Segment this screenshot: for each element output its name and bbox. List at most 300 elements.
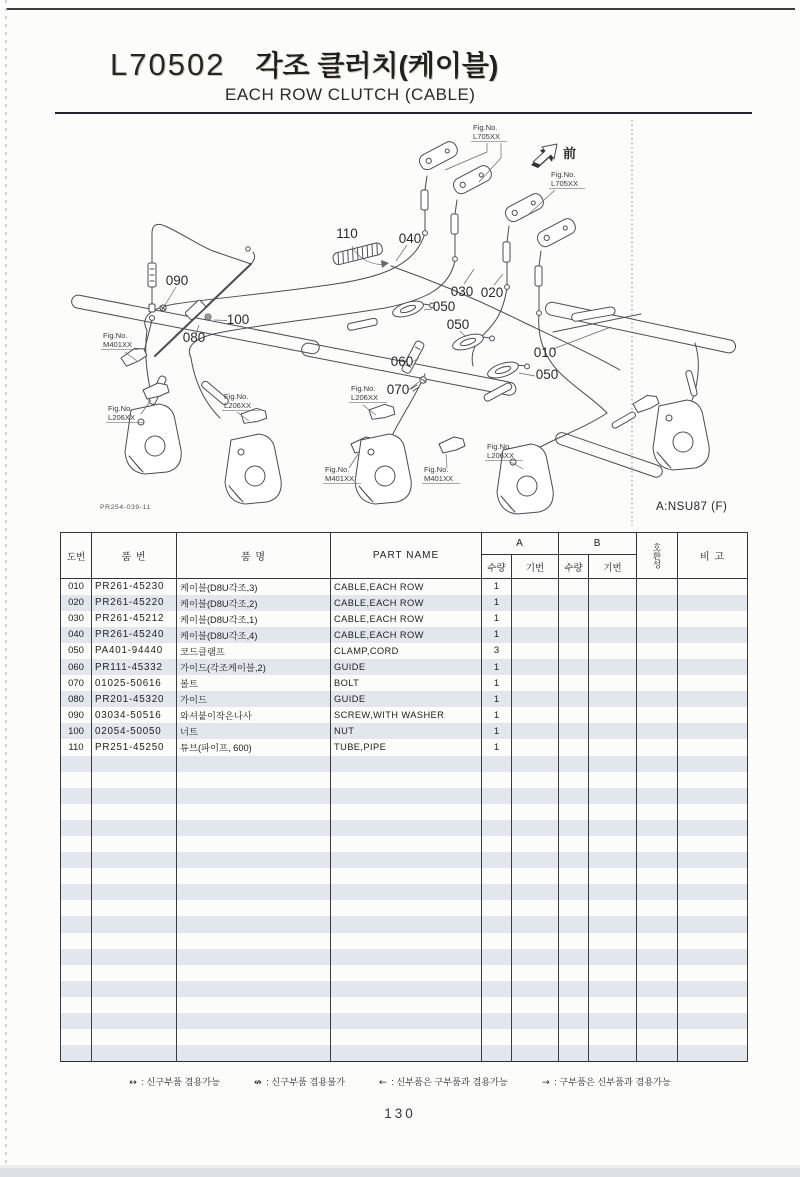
- table-row: [61, 836, 748, 852]
- cell-remarks: [678, 723, 748, 739]
- cell-part-no: [92, 836, 177, 852]
- cell-remarks: [678, 981, 748, 997]
- cell-serial-a: [512, 965, 559, 981]
- cell-qty-a: [482, 997, 512, 1013]
- cell-name-ko: 케이블(D8U각조,2): [177, 595, 331, 611]
- cell-name-ko: [177, 1029, 331, 1045]
- cell-part-no: [92, 949, 177, 965]
- cell-part-no: PR261-45240: [92, 627, 177, 643]
- cell-serial-b: [589, 595, 637, 611]
- cell-qty-b: [559, 884, 589, 900]
- cell-qty-b: [559, 691, 589, 707]
- part-callout: 110: [336, 226, 358, 241]
- cell-doc-no: 010: [61, 579, 92, 595]
- cell-serial-a: [512, 916, 559, 932]
- front-arrow-icon: [531, 144, 557, 168]
- cell-name-ko: [177, 1045, 331, 1061]
- cell-qty-b: [559, 1045, 589, 1061]
- cell-name-ko: [177, 965, 331, 981]
- cell-qty-a: [482, 836, 512, 852]
- cell-remarks: [678, 595, 748, 611]
- cell-serial-b: [589, 1045, 637, 1061]
- cell-qty-a: [482, 1029, 512, 1045]
- table-row: [61, 643, 748, 659]
- cell-qty-a: 1: [482, 627, 512, 643]
- table-row: [61, 916, 748, 932]
- table-row: [61, 1045, 748, 1061]
- cell-name-ko: 볼트: [177, 675, 331, 691]
- cell-part-name: CABLE,EACH ROW: [331, 579, 482, 595]
- svg-text:L705XX: L705XX: [473, 132, 501, 141]
- figure-code: L70502: [110, 47, 226, 82]
- cell-serial-b: [589, 611, 637, 627]
- cell-qty-b: [559, 997, 589, 1013]
- svg-text:Fig.No.: Fig.No.: [103, 331, 128, 340]
- cell-part-no: [92, 933, 177, 949]
- cell-part-no: PA401-94440: [92, 643, 177, 659]
- front-label: 前: [563, 146, 577, 161]
- part-callout: 100: [226, 312, 250, 327]
- cell-compat: [637, 675, 678, 691]
- cell-part-name: BOLT: [331, 675, 482, 691]
- cell-doc-no: 050: [61, 643, 92, 659]
- cell-serial-b: [589, 756, 637, 772]
- cell-compat: [637, 739, 678, 755]
- cell-part-no: [92, 884, 177, 900]
- cell-serial-b: [589, 788, 637, 804]
- both-arrow-icon: ↔: [129, 1077, 137, 1088]
- part-callout: 060: [390, 354, 414, 369]
- cell-name-ko: [177, 1013, 331, 1029]
- cell-qty-b: [559, 659, 589, 675]
- cell-doc-no: [61, 1029, 92, 1045]
- page-top-rule: [6, 8, 795, 10]
- cell-serial-b: [589, 691, 637, 707]
- cell-qty-a: [482, 868, 512, 884]
- cell-part-no: [92, 756, 177, 772]
- part-callout: 030: [450, 284, 474, 299]
- cell-compat: [637, 611, 678, 627]
- cell-serial-a: [512, 900, 559, 916]
- cell-part-name: [331, 836, 482, 852]
- right-arrow-icon: →: [541, 1077, 550, 1088]
- cell-remarks: [678, 900, 748, 916]
- cell-qty-b: [559, 739, 589, 755]
- cell-qty-b: [559, 981, 589, 997]
- cell-name-ko: 케이블(D8U각조,3): [177, 579, 331, 595]
- cell-part-name: [331, 868, 482, 884]
- cell-compat: [637, 756, 678, 772]
- cell-doc-no: [61, 981, 92, 997]
- cell-compat: [637, 997, 678, 1013]
- cell-name-ko: [177, 900, 331, 916]
- cell-qty-a: 1: [482, 707, 512, 723]
- cell-part-no: [92, 997, 177, 1013]
- cell-remarks: [678, 707, 748, 723]
- drawing-ref-code: PR254-039-11: [100, 504, 151, 511]
- cell-qty-b: [559, 756, 589, 772]
- cell-remarks: [678, 611, 748, 627]
- cell-part-name: [331, 900, 482, 916]
- cell-serial-b: [589, 836, 637, 852]
- cell-qty-a: 1: [482, 739, 512, 755]
- cell-doc-no: [61, 756, 92, 772]
- cell-serial-b: [589, 675, 637, 691]
- cell-serial-a: [512, 804, 559, 820]
- table-row: [61, 691, 748, 707]
- cell-serial-a: [512, 595, 559, 611]
- cell-compat: [637, 804, 678, 820]
- cell-qty-b: [559, 933, 589, 949]
- cell-qty-b: [559, 949, 589, 965]
- table-row: [61, 788, 748, 804]
- cell-remarks: [678, 997, 748, 1013]
- table-row: [61, 723, 748, 739]
- cell-qty-b: [559, 916, 589, 932]
- cell-part-no: [92, 900, 177, 916]
- cell-part-no: [92, 1013, 177, 1029]
- cell-compat: [637, 627, 678, 643]
- svg-text:L206XX: L206XX: [224, 401, 252, 410]
- cell-compat: [637, 579, 678, 595]
- cell-serial-a: [512, 691, 559, 707]
- cell-qty-a: [482, 981, 512, 997]
- cell-doc-no: 060: [61, 659, 92, 675]
- cell-compat: [637, 788, 678, 804]
- cell-compat: [637, 1029, 678, 1045]
- cell-part-name: NUT: [331, 723, 482, 739]
- cell-serial-a: [512, 852, 559, 868]
- col-compat: 호환성: [637, 533, 678, 579]
- cell-qty-b: [559, 788, 589, 804]
- cell-remarks: [678, 579, 748, 595]
- cell-compat: [637, 900, 678, 916]
- cell-name-ko: [177, 949, 331, 965]
- cell-part-name: [331, 965, 482, 981]
- cell-compat: [637, 691, 678, 707]
- cell-doc-no: 030: [61, 611, 92, 627]
- cell-remarks: [678, 756, 748, 772]
- cell-doc-no: [61, 804, 92, 820]
- cell-name-ko: [177, 772, 331, 788]
- cell-qty-a: [482, 949, 512, 965]
- no-compat-arrow-icon: ↮: [254, 1077, 262, 1088]
- cell-part-no: [92, 868, 177, 884]
- cell-qty-a: 1: [482, 595, 512, 611]
- cell-serial-b: [589, 627, 637, 643]
- cell-serial-a: [512, 707, 559, 723]
- cell-qty-b: [559, 1029, 589, 1045]
- cell-compat: [637, 836, 678, 852]
- col-group-a: A: [482, 533, 559, 555]
- cell-serial-a: [512, 627, 559, 643]
- cell-remarks: [678, 836, 748, 852]
- table-row: [61, 965, 748, 981]
- cell-part-name: CLAMP,CORD: [331, 643, 482, 659]
- cell-remarks: [678, 884, 748, 900]
- cell-part-no: [92, 981, 177, 997]
- cell-doc-no: 090: [61, 707, 92, 723]
- cell-compat: [637, 981, 678, 997]
- cell-doc-no: 080: [61, 691, 92, 707]
- cables: [145, 233, 698, 450]
- cell-part-name: [331, 1013, 482, 1029]
- cell-compat: [637, 1045, 678, 1061]
- cell-qty-a: [482, 916, 512, 932]
- svg-text:M401XX: M401XX: [424, 474, 454, 483]
- cell-serial-b: [589, 916, 637, 932]
- cell-qty-b: [559, 707, 589, 723]
- cell-remarks: [678, 820, 748, 836]
- table-row: [61, 756, 748, 772]
- cell-compat: [637, 595, 678, 611]
- cell-serial-b: [589, 884, 637, 900]
- cell-remarks: [678, 804, 748, 820]
- cell-qty-a: 1: [482, 723, 512, 739]
- cell-qty-a: [482, 900, 512, 916]
- cell-part-name: [331, 820, 482, 836]
- cell-name-ko: [177, 981, 331, 997]
- compatibility-legend: [0, 1074, 800, 1088]
- svg-text:Fig.No.: Fig.No.: [351, 384, 376, 393]
- fig-ref-label: [422, 465, 460, 484]
- cell-serial-b: [589, 949, 637, 965]
- cell-name-ko: 튜브(파이프, 600): [177, 739, 331, 755]
- cell-serial-b: [589, 579, 637, 595]
- fig-ref-label: [549, 170, 585, 189]
- cell-part-name: GUIDE: [331, 691, 482, 707]
- cell-part-no: [92, 965, 177, 981]
- cell-name-ko: [177, 916, 331, 932]
- table-row: [61, 772, 748, 788]
- cell-part-no: PR261-45212: [92, 611, 177, 627]
- cell-doc-no: [61, 868, 92, 884]
- page-title: [110, 44, 498, 84]
- cell-name-ko: 가이드(각조케이블,2): [177, 659, 331, 675]
- part-callout: 050: [535, 367, 559, 382]
- col-doc-no: 도번: [61, 533, 92, 579]
- cell-part-name: [331, 884, 482, 900]
- cell-qty-b: [559, 643, 589, 659]
- svg-text:M401XX: M401XX: [325, 474, 355, 483]
- part-callout: 010: [533, 345, 557, 360]
- cell-part-no: PR201-45320: [92, 691, 177, 707]
- col-name-ko: 품 명: [177, 533, 331, 579]
- cell-qty-a: 1: [482, 691, 512, 707]
- cell-part-name: [331, 916, 482, 932]
- cell-doc-no: [61, 1045, 92, 1061]
- cell-part-name: [331, 852, 482, 868]
- cell-remarks: [678, 675, 748, 691]
- parts-diagram: [55, 118, 755, 530]
- legend-item: → : 구부품은 신부품과 겸용가능: [541, 1077, 671, 1088]
- table-row: [61, 868, 748, 884]
- cell-qty-a: [482, 852, 512, 868]
- cell-serial-a: [512, 1013, 559, 1029]
- cell-qty-a: 3: [482, 643, 512, 659]
- table-row: [61, 595, 748, 611]
- cell-remarks: [678, 788, 748, 804]
- cell-name-ko: [177, 933, 331, 949]
- cell-compat: [637, 852, 678, 868]
- cell-serial-a: [512, 820, 559, 836]
- cell-remarks: [678, 933, 748, 949]
- svg-text:Fig.No.: Fig.No.: [424, 465, 449, 474]
- cell-remarks: [678, 659, 748, 675]
- svg-text:L206XX: L206XX: [487, 451, 515, 460]
- cell-compat: [637, 868, 678, 884]
- cell-doc-no: 110: [61, 739, 92, 755]
- svg-text:Fig.No.: Fig.No.: [551, 170, 576, 179]
- cell-remarks: [678, 643, 748, 659]
- cell-part-name: [331, 772, 482, 788]
- cell-remarks: [678, 916, 748, 932]
- cell-qty-a: 1: [482, 611, 512, 627]
- cell-part-name: GUIDE: [331, 659, 482, 675]
- col-serial-b: 기번: [589, 555, 637, 579]
- col-group-b: B: [559, 533, 637, 555]
- fig-ref-label: [471, 123, 507, 142]
- title-underline: [55, 112, 752, 114]
- table-row: [61, 707, 748, 723]
- cell-qty-b: [559, 965, 589, 981]
- cell-serial-a: [512, 949, 559, 965]
- cell-serial-a: [512, 659, 559, 675]
- svg-text:L206XX: L206XX: [108, 413, 136, 422]
- cell-compat: [637, 707, 678, 723]
- cell-doc-no: [61, 916, 92, 932]
- cell-part-name: [331, 788, 482, 804]
- cell-qty-b: [559, 868, 589, 884]
- cell-part-no: PR261-45230: [92, 579, 177, 595]
- cell-compat: [637, 965, 678, 981]
- cell-part-name: TUBE,PIPE: [331, 739, 482, 755]
- cell-part-name: [331, 804, 482, 820]
- cell-serial-b: [589, 933, 637, 949]
- cell-qty-a: [482, 1013, 512, 1029]
- cell-part-name: [331, 756, 482, 772]
- cell-doc-no: [61, 997, 92, 1013]
- part-callout: 090: [165, 273, 189, 288]
- cell-name-ko: [177, 852, 331, 868]
- cell-name-ko: 코드클램프: [177, 643, 331, 659]
- cell-serial-a: [512, 868, 559, 884]
- cell-qty-b: [559, 723, 589, 739]
- cell-remarks: [678, 852, 748, 868]
- cell-doc-no: [61, 1013, 92, 1029]
- table-row: [61, 852, 748, 868]
- cell-part-no: [92, 916, 177, 932]
- cell-qty-a: [482, 820, 512, 836]
- cell-serial-a: [512, 836, 559, 852]
- cell-compat: [637, 933, 678, 949]
- svg-text:L705XX: L705XX: [551, 179, 579, 188]
- cell-qty-b: [559, 1013, 589, 1029]
- cell-qty-a: [482, 788, 512, 804]
- cell-serial-a: [512, 997, 559, 1013]
- cell-qty-a: [482, 965, 512, 981]
- cell-compat: [637, 820, 678, 836]
- cell-doc-no: [61, 820, 92, 836]
- page-number: 130: [384, 1106, 416, 1121]
- cell-name-ko: [177, 997, 331, 1013]
- cell-qty-a: [482, 884, 512, 900]
- cell-doc-no: [61, 884, 92, 900]
- cell-qty-b: [559, 836, 589, 852]
- table-row: [61, 933, 748, 949]
- cell-part-no: PR251-45250: [92, 739, 177, 755]
- svg-text:L206XX: L206XX: [351, 393, 379, 402]
- scan-edge-artifact: [5, 0, 7, 1177]
- cell-part-no: PR261-45220: [92, 595, 177, 611]
- table-row: [61, 1029, 748, 1045]
- parts-table: [60, 532, 748, 1062]
- cell-name-ko: [177, 884, 331, 900]
- cell-serial-a: [512, 933, 559, 949]
- cell-compat: [637, 723, 678, 739]
- cell-compat: [637, 772, 678, 788]
- table-row: [61, 579, 748, 595]
- cell-serial-b: [589, 804, 637, 820]
- cell-doc-no: [61, 788, 92, 804]
- scan-edge-artifact: [0, 1168, 800, 1177]
- cell-remarks: [678, 627, 748, 643]
- cell-remarks: [678, 691, 748, 707]
- cell-serial-a: [512, 611, 559, 627]
- cell-serial-a: [512, 579, 559, 595]
- cell-name-ko: [177, 868, 331, 884]
- cell-serial-b: [589, 868, 637, 884]
- cell-serial-a: [512, 981, 559, 997]
- part-callout: 040: [398, 231, 422, 246]
- cell-qty-b: [559, 595, 589, 611]
- col-part-no: 품 번: [92, 533, 177, 579]
- cell-serial-a: [512, 1029, 559, 1045]
- cell-serial-b: [589, 723, 637, 739]
- tube-arrowhead: [381, 260, 389, 268]
- cell-qty-a: 1: [482, 579, 512, 595]
- left-arrow-icon: ←: [378, 1077, 387, 1088]
- cell-doc-no: 070: [61, 675, 92, 691]
- cell-part-name: CABLE,EACH ROW: [331, 627, 482, 643]
- table-row: [61, 1013, 748, 1029]
- cell-name-ko: 가이드: [177, 691, 331, 707]
- table-row: [61, 981, 748, 997]
- cell-serial-b: [589, 1013, 637, 1029]
- cell-serial-b: [589, 997, 637, 1013]
- table-row: [61, 900, 748, 916]
- table-row: [61, 675, 748, 691]
- cell-serial-b: [589, 1029, 637, 1045]
- cell-qty-b: [559, 675, 589, 691]
- cell-part-name: [331, 1045, 482, 1061]
- cell-name-ko: 너트: [177, 723, 331, 739]
- cell-name-ko: [177, 836, 331, 852]
- table-row: [61, 627, 748, 643]
- cell-doc-no: 040: [61, 627, 92, 643]
- cell-serial-a: [512, 884, 559, 900]
- cell-serial-a: [512, 1045, 559, 1061]
- cell-compat: [637, 884, 678, 900]
- cell-remarks: [678, 772, 748, 788]
- col-remarks: 비 고: [678, 533, 748, 579]
- cell-remarks: [678, 965, 748, 981]
- svg-text:M401XX: M401XX: [103, 340, 133, 349]
- table-row: [61, 949, 748, 965]
- svg-text:Fig.No.: Fig.No.: [487, 442, 512, 451]
- cell-qty-b: [559, 820, 589, 836]
- cell-name-ko: 와셔붙이작은나사: [177, 707, 331, 723]
